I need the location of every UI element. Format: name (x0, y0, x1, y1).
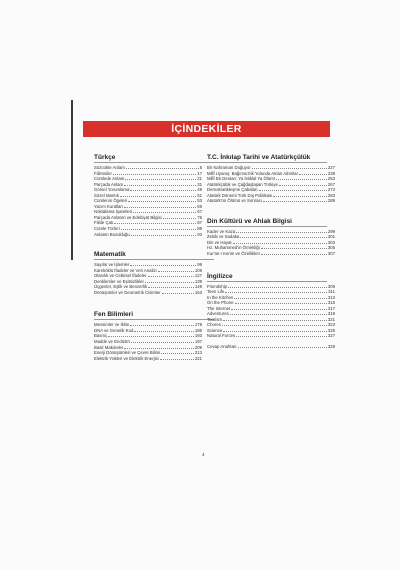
section-cevap (207, 344, 337, 350)
entry-page: 127 (194, 273, 202, 279)
dot-leader (145, 279, 194, 283)
dot-leader (163, 215, 197, 219)
entry-page: 67 (197, 209, 202, 215)
entry-page: 321 (327, 316, 335, 322)
section-title: Din Kültürü ve Ahlak Bilgisi (207, 218, 327, 227)
entry-title: Görsel Yorumlama (94, 187, 130, 193)
entry-title: Friendship (207, 283, 228, 289)
entry-page: 179 (194, 322, 202, 328)
entry-page: 309 (327, 283, 335, 289)
entry-title: Enerji Dönüşümleri ve Çevre Bilimi (94, 350, 161, 356)
entry-title: Chores (207, 322, 221, 328)
entry-title: Atatürk'ün Ölümü ve Sonrası (207, 198, 262, 204)
entry-title: Anlatım Bozukluğu (94, 231, 130, 237)
toc-banner: İÇİNDEKİLER (83, 121, 330, 137)
dot-leader (223, 328, 327, 332)
entry-page: 299 (327, 228, 335, 234)
entry-title: In the Kitchen (207, 294, 234, 300)
entry-page: 313 (327, 294, 335, 300)
dot-leader (273, 193, 326, 197)
dot-leader (230, 311, 327, 315)
dot-leader (124, 204, 196, 208)
entry-page: 51 (197, 192, 202, 198)
section-matematik (94, 251, 224, 295)
entry-title: Olasılık ve Cebirsel İfadeler (94, 273, 147, 279)
entry-page: 5 (199, 165, 202, 170)
entry-title: Tourism (207, 316, 223, 322)
entry-page: 99 (197, 262, 202, 268)
entry-page: 49 (197, 187, 202, 193)
entry-page: 87 (197, 220, 202, 226)
dot-leader (121, 226, 197, 230)
dot-leader (108, 333, 194, 337)
dot-leader (236, 333, 327, 337)
dot-leader (225, 289, 327, 293)
entry-page: 319 (327, 311, 335, 317)
dot-leader (252, 165, 327, 169)
entry-page: 227 (327, 165, 335, 170)
dot-leader (128, 198, 196, 202)
entry-page: 139 (194, 278, 202, 284)
entry-title: On the Phone (207, 300, 234, 306)
dot-leader (114, 220, 196, 224)
entry-title: Elektrik Yükleri ve Elektrik Enerjisi (94, 355, 159, 361)
entry-list (94, 322, 224, 361)
entry-page: 239 (327, 170, 335, 176)
entry-title: Cümle Türleri (94, 226, 120, 232)
entry-page: 301 (327, 234, 335, 240)
entry-title: Zekât ve Sadaka (207, 234, 240, 240)
dot-leader (299, 171, 327, 175)
right-column (207, 154, 337, 350)
dot-leader (240, 234, 327, 238)
binding-line (71, 100, 73, 260)
entry-title: Cevap Anahtarı (207, 344, 237, 350)
entry-page: 315 (327, 300, 335, 306)
entry-page: 149 (194, 284, 202, 290)
entry-page: 209 (194, 344, 202, 350)
dot-leader (279, 182, 327, 186)
entry-title: Cümlenin Ögeleri (94, 198, 128, 204)
dot-leader (133, 209, 196, 213)
toc-entry (94, 356, 202, 362)
entry-title: Kur'an-ı Kerim ve Özellikleri (207, 251, 260, 257)
dot-leader (130, 262, 196, 266)
dot-leader (130, 187, 196, 191)
entry-title: Science (207, 327, 223, 333)
entry-page: 327 (327, 333, 335, 339)
entry-list (207, 284, 337, 339)
entry-page: 197 (194, 339, 202, 345)
dot-leader (120, 193, 196, 197)
entry-list (207, 344, 337, 350)
entry-page: 289 (327, 198, 335, 204)
entry-list (94, 165, 224, 237)
entry-page: 283 (327, 192, 335, 198)
entry-title: Madde ve Endüstri (94, 339, 130, 345)
dot-leader (234, 295, 327, 299)
dot-leader (126, 165, 199, 169)
entry-page: 307 (327, 251, 335, 257)
entry-list (94, 262, 224, 295)
entry-title: Basit Makineler (94, 344, 124, 350)
entry-page: 21 (197, 176, 202, 182)
dot-leader (233, 240, 327, 244)
dot-leader (160, 356, 194, 360)
entry-title: Sözcükte Anlam (94, 165, 125, 170)
entry-page: 193 (194, 333, 202, 339)
dot-leader (238, 344, 327, 348)
entry-title: Basınç (94, 333, 108, 339)
entry-title: Hz. Muhammed'in Örnekliği (207, 245, 260, 251)
entry-title: Sözel Mantık (94, 192, 119, 198)
entry-page: 93 (197, 231, 202, 237)
section-title: Matematik (94, 251, 214, 260)
entry-page: 221 (194, 355, 202, 361)
dot-leader (124, 182, 196, 186)
dot-leader (261, 245, 327, 249)
toc-entry (207, 344, 335, 350)
entry-page: 53 (197, 198, 202, 204)
dot-leader (125, 176, 196, 180)
entry-title: Millî Bir Destan: Ya İstiklal Ya Ölüm! (207, 176, 275, 182)
entry-page: 253 (327, 176, 335, 182)
dot-leader (259, 187, 327, 191)
entry-page: 325 (327, 327, 335, 333)
entry-title: Yazım Kuralları (94, 203, 124, 209)
entry-title: Kareköklü İfadeler ve Veri Analizi (94, 267, 157, 273)
entry-title: Fiilimsiler (94, 170, 112, 176)
dot-leader (124, 345, 193, 349)
entry-title: Teen Life (207, 289, 225, 295)
entry-page: 323 (327, 322, 335, 328)
entry-title: Adventures (207, 311, 229, 317)
section-ingilizce (207, 273, 337, 339)
entry-title: Fiilde Çatı (94, 220, 114, 226)
dot-leader (158, 268, 194, 272)
entry-page: 185 (194, 327, 202, 333)
entry-title: Dönüşümler ve Geometrik Cisimler (94, 289, 161, 295)
dot-leader (261, 251, 327, 255)
dot-leader (276, 176, 327, 180)
entry-title: Millî Uyanış: Bağımsızlık Yolunda Atılan Adımlar (207, 170, 298, 176)
section-fen (94, 311, 224, 361)
dot-leader (263, 198, 327, 202)
entry-title: Bir Kahraman Doğuyor (207, 165, 251, 170)
entry-title: Natural Forces (207, 333, 236, 339)
entry-title: Demokratikleşme Çabaları (207, 187, 258, 193)
entry-page: 213 (194, 350, 202, 356)
dot-leader (236, 229, 327, 233)
entry-page: 31 (197, 181, 202, 187)
dot-leader (161, 350, 194, 354)
left-column (94, 154, 224, 361)
entry-title: Din ve Hayat (207, 239, 232, 245)
dot-leader (131, 339, 194, 343)
dot-leader (134, 328, 193, 332)
entry-title: Mevsimler ve İklim (94, 322, 130, 328)
page-number: 4 (202, 452, 205, 457)
dot-leader (148, 273, 194, 277)
section-title: İngilizce (207, 273, 327, 282)
entry-page: 75 (197, 214, 202, 220)
entry-page: 109 (194, 267, 202, 273)
dot-leader (228, 284, 327, 288)
dot-leader (223, 317, 327, 321)
dot-leader (148, 284, 194, 288)
entry-title: The Internet (207, 305, 231, 311)
entry-title: Sayılar ve İşlemler (94, 262, 130, 268)
dot-leader (130, 322, 193, 326)
entry-page: 311 (328, 289, 335, 295)
entry-title: Atatürk Dönemi Türk Dış Politikası (207, 192, 273, 198)
entry-page: 273 (327, 187, 335, 193)
entry-title: Parçada Anlam (94, 181, 124, 187)
entry-page: 163 (194, 289, 202, 295)
entry-page: 267 (327, 181, 335, 187)
section-turkce (94, 154, 224, 237)
dot-leader (162, 290, 194, 294)
section-title: T.C. İnkılap Tarihi ve Atatürkçülük (207, 154, 327, 163)
dot-leader (222, 322, 327, 326)
entry-title: DNA ve Genetik Kod (94, 327, 134, 333)
entry-title: Atatürkçülük ve Çağdaşlaşan Türkiye (207, 181, 278, 187)
dot-leader (235, 300, 327, 304)
entry-page: 89 (197, 226, 202, 232)
entry-page: 305 (327, 245, 335, 251)
entry-title: Noktalama İşaretleri (94, 209, 133, 215)
entry-page: 329 (327, 344, 335, 350)
dot-leader (113, 171, 196, 175)
dot-leader (131, 232, 196, 236)
entry-page: 17 (197, 170, 202, 176)
section-title: Fen Bilimleri (94, 311, 214, 320)
entry-page: 303 (327, 239, 335, 245)
entry-title: Parçada Anlatım ve Edebiyat Bilgisi (94, 214, 162, 220)
section-inkilap (207, 154, 337, 204)
entry-title: Kader ve Kaza (207, 228, 236, 234)
entry-list (207, 229, 337, 257)
section-title: Türkçe (94, 154, 214, 163)
dot-leader (231, 306, 327, 310)
entry-title: Denklemler ve Eşitsizlikler (94, 278, 144, 284)
entry-page: 59 (197, 203, 202, 209)
entry-title: Üçgenler, Eşlik ve Benzerlik (94, 284, 148, 290)
section-din (207, 218, 337, 257)
entry-list (207, 165, 337, 204)
entry-title: Cümlede Anlam (94, 176, 125, 182)
entry-page: 317 (327, 305, 335, 311)
